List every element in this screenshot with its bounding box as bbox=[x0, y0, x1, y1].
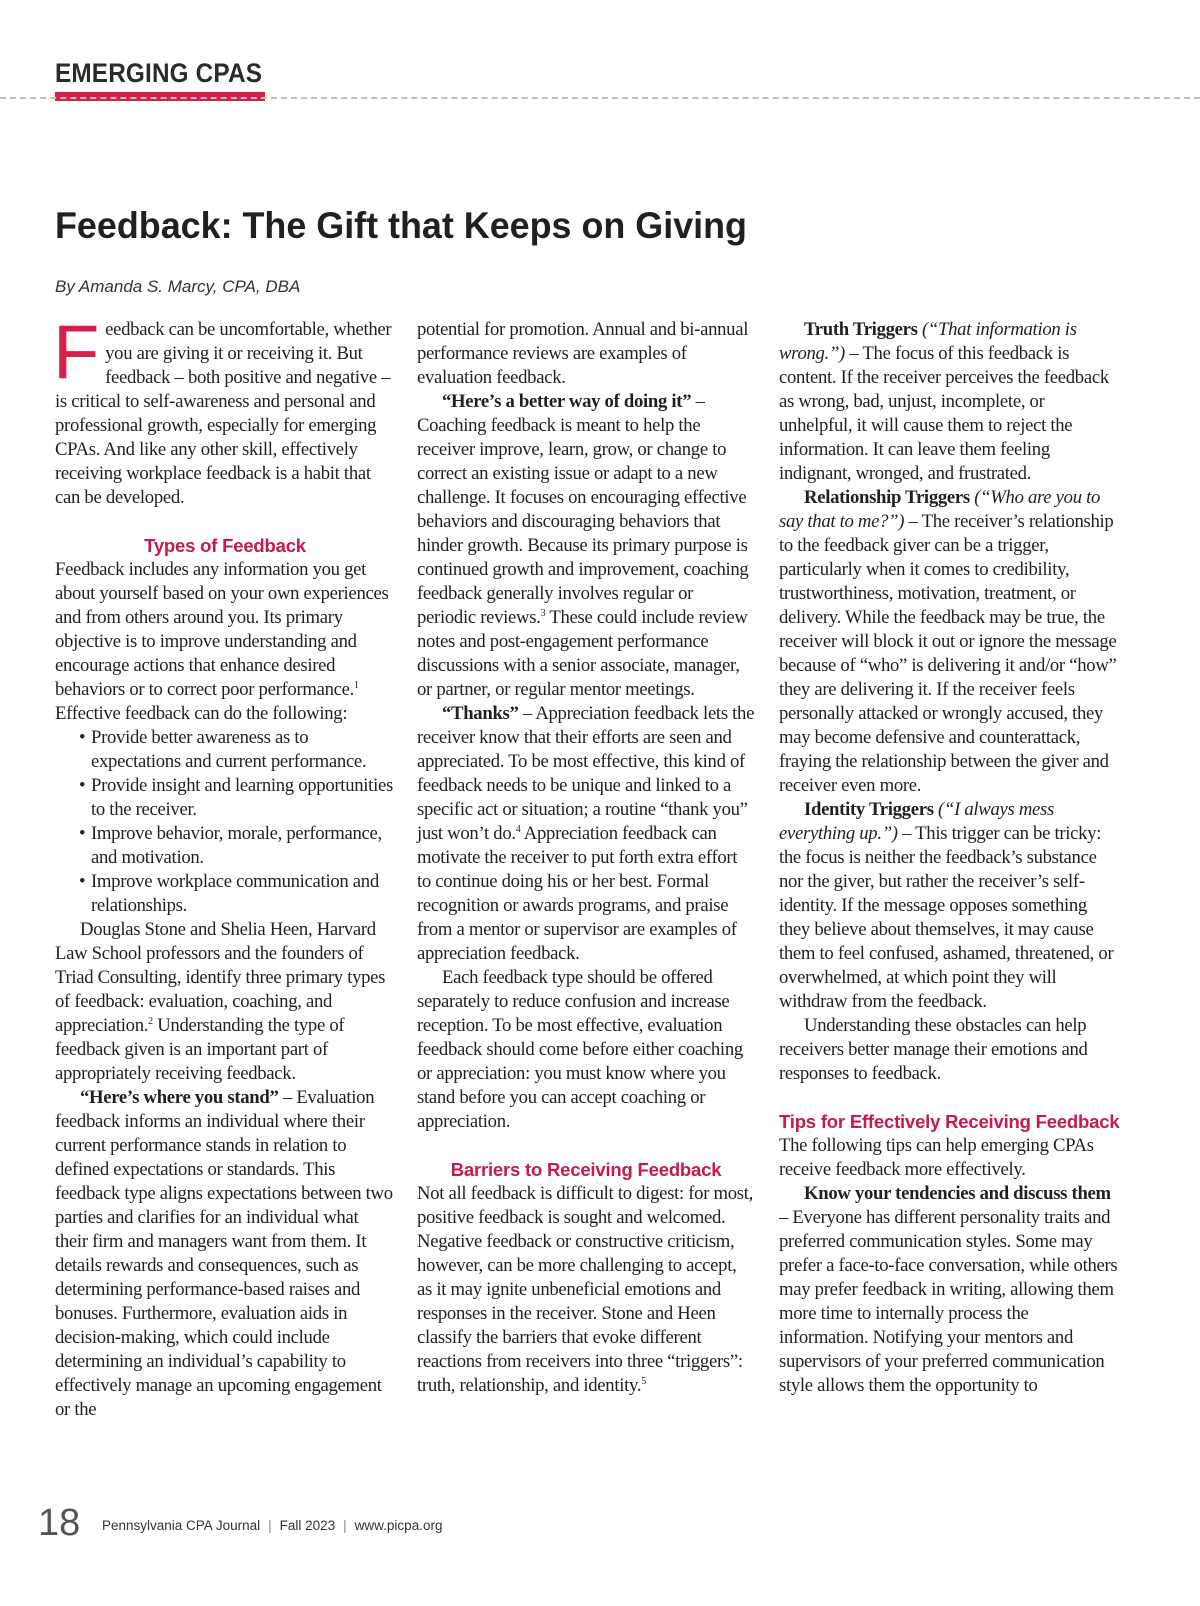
feedback-order-paragraph: Each feedback type should be offered separately to reduce confusion and increase reception. To be most effective, evaluation feedback should come before either coaching or appreciation: you must know where you stand before you can accept coaching or appreciation. bbox=[417, 967, 743, 1132]
list-item: • Improve workplace communication and relationships. bbox=[55, 870, 395, 918]
types-paragraph: Feedback includes any information you get about yourself based on your own experiences and from others around you. Its primary objective is to improve understanding and encourage actions that enhance desired behaviors or to correct poor performance.$^1$ Effective feedback can do the following: bbox=[55, 559, 389, 724]
intro-paragraph: Feedback can be uncomfortable, whether you are giving it or receiving it. But feedback – both positive and negative – is critical to self-awareness and personal and professional growth, especially for emerging CPAs. And like any other skill, effectively receiving workplace feedback is a habit that can be developed. bbox=[53, 310, 392, 508]
drop-cap: F bbox=[53, 310, 100, 395]
column-3 bbox=[779, 318, 1121, 1398]
barriers-paragraph: Not all feedback is difficult to digest: for most, positive feedback is sought and welcomed. Negative feedback or constructive criticism, however, can be more challenging to accept, as it may ignite unbeneficial emotions and responses in the receiver. Stone and Heen classify the barriers that evoke different reactions from receivers into three “triggers”: truth, relationship, and identity.$^5$ bbox=[417, 1183, 754, 1396]
heading-barriers: Barriers to Receiving Feedback bbox=[450, 1159, 722, 1180]
list-item: • Provide better awareness as to expectations and current performance. bbox=[55, 726, 395, 774]
footer-publication-info: Pennsylvania CPA Journal | Fall 2023 | www.picpa.org bbox=[102, 1518, 443, 1533]
page-number: 18 bbox=[38, 1502, 81, 1544]
website-link[interactable]: www.picpa.org bbox=[354, 1518, 443, 1533]
truth-triggers-paragraph: Truth Triggers (“That information is wrong.”) – The focus of this feedback is content. If the receiver perceives the feedback as wrong, bad, unjust, incomplete, or unhelpful, it will cause them to reject the information. It can leave them feeling indignant, wronged, and frustrated. bbox=[779, 319, 1109, 484]
evaluation-continued: potential for promotion. Annual and bi-annual performance reviews are examples of evaluation feedback. bbox=[417, 319, 749, 388]
column-1 bbox=[53, 310, 395, 1422]
publication-name: Pennsylvania CPA Journal bbox=[102, 1518, 261, 1533]
section-label: EMERGING CPAS bbox=[55, 58, 263, 88]
understanding-paragraph: Understanding these obstacles can help receivers better manage their emotions and responses to feedback. bbox=[779, 1015, 1088, 1084]
issue-date: Fall 2023 bbox=[279, 1518, 336, 1533]
relationship-triggers-paragraph: Relationship Triggers (“Who are you to say that to me?”) – The receiver’s relationship to the feedback giver can be a trigger, particularly when it comes to credibility, trustworthiness, motivation, treatment, or delivery. While the feedback may be true, the receiver will block it out or ignore the message because of “who” is delivering it and/or “how” they are delivering it. If the receiver feels personally attacked or wrongly accused, they may become defensive and counterattack, fraying the relationship between the giver and receiver even more. bbox=[779, 487, 1117, 796]
identity-triggers-paragraph: Identity Triggers (“I always mess everything up.”) – This trigger can be tricky: the focus is neither the feedback’s substance nor the giver, but rather the receiver’s self-identity. If the message opposes something they believe about themselves, it may cause them to feel confused, ashamed, threatened, or overwhelmed, at which point they will withdraw from the feedback. bbox=[779, 799, 1114, 1012]
tips-intro-paragraph: The following tips can help emerging CPAs receive feedback more effectively. bbox=[779, 1135, 1094, 1180]
list-item: • Provide insight and learning opportunities to the receiver. bbox=[55, 774, 395, 822]
appreciation-paragraph: “Thanks” – Appreciation feedback lets the receiver know that their efforts are seen and appreciated. To be most effective, this kind of feedback needs to be unique and linked to a specific act or situation; a routine “thank you” just won’t do.$^4$ Appreciation feedback can motivate the receiver to put forth extra effort to continue doing his or her best. Formal recognition or awards programs, and praise from a mentor or supervisor are examples of appreciation feedback. bbox=[417, 703, 755, 964]
benefits-list bbox=[55, 726, 395, 918]
byline: By Amanda S. Marcy, CPA, DBA bbox=[55, 277, 301, 296]
evaluation-paragraph: “Here’s where you stand” – Evaluation feedback informs an individual where their current performance stands in relation to defined expectations or standards. This feedback type aligns expectations between two parties and clarifies for an individual what their firm and managers want from them. It details rewards and consequences, such as determining performance-based raises and bonuses. Furthermore, evaluation aids in decision-making, which could include determining an individual’s capability to effectively manage an upcoming engagement or the bbox=[55, 1087, 393, 1420]
header-divider bbox=[0, 97, 1200, 99]
know-tendencies-paragraph: Know your tendencies and discuss them – Everyone has different personality traits and preferred communication styles. Some may prefer a face-to-face conversation, while others may prefer feedback in writing, allowing them more time to internally process the information. Notifying your mentors and supervisors of your preferred communication style allows them the opportunity to bbox=[779, 1183, 1118, 1396]
list-item: • Improve behavior, morale, performance, and motivation. bbox=[55, 822, 395, 870]
heading-types-of-feedback: Types of Feedback bbox=[144, 535, 306, 556]
stone-heen-paragraph: Douglas Stone and Shelia Heen, Harvard Law School professors and the founders of Triad Consulting, identify three primary types of feedback: evaluation, coaching, and appreciation.$^2$ Understanding the type of feedback given is an important part of appropriately receiving feedback. bbox=[55, 919, 386, 1084]
article-title: Feedback: The Gift that Keeps on Giving bbox=[55, 205, 747, 246]
heading-tips: Tips for Effectively Receiving Feedback bbox=[779, 1111, 1120, 1132]
column-2 bbox=[417, 318, 755, 1398]
coaching-paragraph: “Here’s a better way of doing it” – Coaching feedback is meant to help the receiver improve, learn, grow, or change to correct an existing issue or adapt to a new challenge. It focuses on encouraging effective behaviors and discouraging behaviors that hinder growth. Because its primary purpose is continued growth and improvement, coaching feedback generally involves regular or periodic reviews.$^3$ These could include review notes and post-engagement performance discussions with a senior associate, manager, or partner, or regular mentor meetings. bbox=[417, 391, 749, 700]
